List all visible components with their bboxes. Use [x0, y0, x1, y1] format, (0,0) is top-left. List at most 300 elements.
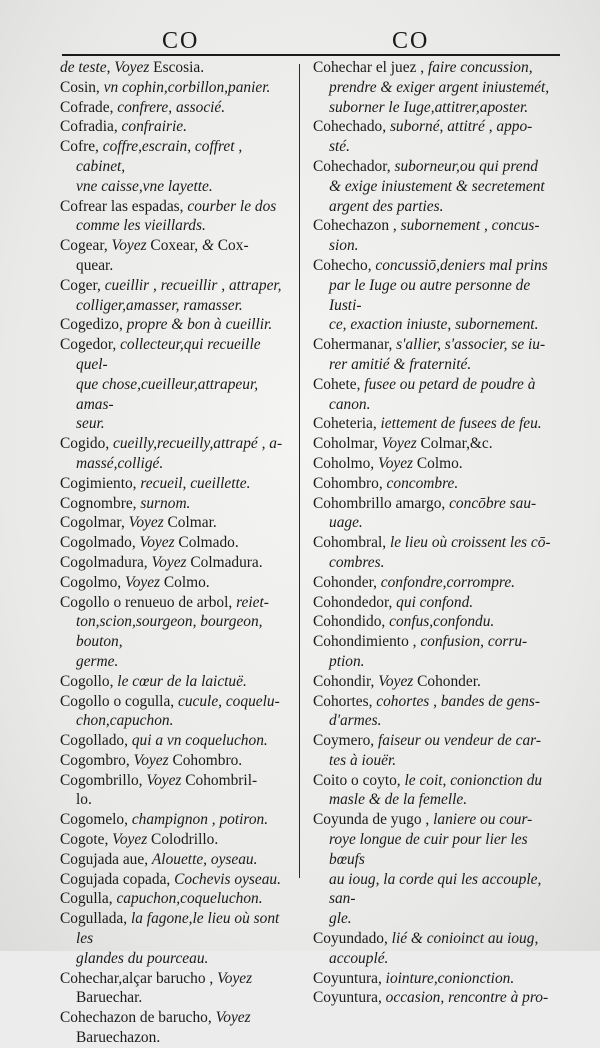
definition-text: cucule, coquelu-: [178, 692, 280, 710]
headword-text: Cogolmo,: [60, 573, 125, 591]
dictionary-entry: [313, 335, 559, 375]
right-column: [313, 58, 559, 1008]
definition-text: confrere, associé.: [117, 98, 226, 116]
headword-text: Baruechar.: [76, 989, 143, 1007]
entry-line: [60, 1008, 288, 1028]
dictionary-entry: [313, 58, 559, 117]
definition-text: ton,scion,sourgeon, bourgeon, bouton,: [76, 613, 263, 651]
entry-line: [60, 315, 288, 335]
definition-text: suborné, attitré , appo-: [389, 118, 533, 136]
entry-line: [60, 771, 288, 791]
entry-line: [313, 988, 559, 1008]
headword-text: Cohombral,: [313, 534, 390, 552]
definition-text: que chose,cueilleur,attrapeur, amas-: [76, 375, 259, 413]
dictionary-entry: [313, 474, 559, 494]
dictionary-entry: [313, 632, 559, 672]
entry-line: [60, 474, 288, 494]
headword-text: Cogimiento,: [60, 474, 141, 492]
entry-line: [76, 1028, 288, 1048]
dictionary-entry: [60, 889, 288, 909]
dictionary-entry: [60, 533, 288, 553]
entry-line: [76, 375, 288, 415]
definition-text: roye longue de cuir pour lier les bœufs: [329, 831, 528, 868]
entry-line: [329, 98, 559, 118]
entry-line: [313, 593, 559, 613]
headword-text: Cogollo,: [60, 672, 118, 690]
left-running-head: CO: [162, 28, 200, 54]
dictionary-entry: [313, 256, 559, 335]
definition-text: cohortes , bandes de gens-: [376, 692, 540, 710]
definition-text: tes à iouër.: [329, 751, 397, 769]
definition-text: iettement de fusees de feu.: [380, 415, 542, 433]
entry-line: [76, 790, 288, 810]
definition-text: comme les vieillards.: [76, 217, 206, 235]
entry-line: [60, 810, 288, 830]
headword-text: Colmar,&c.: [416, 435, 493, 453]
dictionary-entry: [60, 335, 288, 434]
definition-text: prendre & exiger argent iniustemét,: [329, 78, 550, 96]
definition-text: Alouette, oyseau.: [151, 850, 258, 868]
definition-text: reiet-: [236, 593, 269, 611]
headword-text: Cogido,: [60, 435, 114, 453]
entry-line: [76, 454, 288, 474]
headword-text: Cohechazon de barucho,: [60, 1009, 216, 1027]
dictionary-entry: [60, 98, 288, 118]
header-rule: [62, 54, 560, 56]
entry-line: [329, 870, 559, 910]
definition-text: qui confond.: [396, 593, 474, 611]
entry-line: [313, 731, 559, 751]
headword-text: quear.: [76, 256, 114, 274]
entry-line: [76, 414, 288, 434]
definition-text: subornement , concus-: [400, 217, 540, 235]
dictionary-entry: [313, 216, 559, 256]
entry-line: [60, 672, 288, 692]
dictionary-entry: [313, 593, 559, 613]
entry-line: [60, 494, 288, 514]
definition-text: accouplé.: [329, 949, 389, 967]
definition-text: chon,capuchon.: [76, 712, 174, 730]
definition-text: coffre,escrain, coffret , cabinet,: [76, 138, 243, 175]
entry-line: [60, 513, 288, 533]
definition-text: fusee ou petard de poudre à: [364, 375, 536, 393]
headword-text: Cohonder,: [313, 573, 381, 591]
headword-text: Cogullada,: [60, 910, 131, 928]
headword-text: Cogollo o renueuo de arbol,: [60, 593, 237, 611]
dictionary-entry: [60, 434, 288, 474]
dictionary-entry: [313, 375, 559, 415]
entry-line: [313, 454, 559, 474]
entry-line: [60, 137, 288, 177]
definition-text: faire concussion,: [427, 59, 533, 76]
headword-text: Colmar.: [163, 514, 217, 532]
headword-text: Cogear,: [60, 237, 112, 255]
headword-text: Colmo.: [413, 454, 463, 472]
dictionary-entry: [60, 1008, 288, 1048]
entry-line: [329, 276, 559, 316]
definition-text: lié & conioinct au ioug,: [391, 930, 539, 948]
headword-text: Cohondir,: [313, 672, 379, 690]
entry-line: [60, 197, 288, 217]
entry-line: [60, 731, 288, 751]
dictionary-entry: [60, 850, 288, 870]
dictionary-entry: [60, 810, 288, 830]
entry-line: [60, 889, 288, 909]
headword-text: Cogolmar,: [60, 514, 129, 532]
definition-text: combres.: [329, 553, 385, 571]
entry-line: [313, 969, 559, 989]
dictionary-entry: [313, 117, 559, 157]
definition-text: capuchon,coqueluchon.: [116, 890, 263, 908]
definition-text: concombre.: [386, 474, 459, 492]
dictionary-entry: [313, 692, 559, 732]
definition-text: rer amitié & fraternité.: [329, 355, 472, 373]
headword-text: Cofrade,: [60, 98, 118, 116]
entry-line: [313, 632, 559, 652]
headword-text: Cohondimiento ,: [313, 633, 421, 651]
dictionary-entry: [60, 276, 288, 316]
headword-text: Cogolmado,: [60, 534, 140, 552]
definition-text: surnom.: [140, 494, 191, 512]
headword-text: Cogujada copada,: [60, 870, 175, 888]
definition-text: Voyez: [128, 514, 164, 532]
entry-line: [313, 810, 559, 830]
headword-text: Cohechazon ,: [313, 217, 401, 235]
entry-line: [60, 58, 288, 78]
entry-line: [329, 315, 559, 335]
entry-line: [329, 236, 559, 256]
entry-line: [313, 474, 559, 494]
entry-line: [313, 573, 559, 593]
dictionary-entry: [60, 494, 288, 514]
dictionary-entry: [313, 731, 559, 771]
headword-text: Colodrillo.: [147, 831, 219, 849]
definition-text: Voyez: [381, 435, 417, 453]
entry-line: [76, 177, 288, 197]
entry-line: [329, 513, 559, 533]
dictionary-entry: [313, 771, 559, 811]
entry-line: [313, 335, 559, 355]
definition-text: gle.: [329, 910, 352, 928]
dictionary-entry: [60, 830, 288, 850]
dictionary-entry: [60, 137, 288, 196]
headword-text: Cogedor,: [60, 336, 121, 354]
definition-text: laniere ou cour-: [433, 811, 533, 829]
entry-line: [329, 711, 559, 731]
dictionary-entry: [313, 988, 559, 1008]
entry-line: [76, 711, 288, 731]
headword-text: Cogedizo,: [60, 316, 127, 334]
definition-text: Voyez: [146, 771, 182, 789]
definition-text: collecteur,qui recueille quel-: [76, 336, 261, 373]
definition-text: concussiō,deniers mal prins: [375, 256, 548, 274]
definition-text: canon.: [329, 395, 371, 413]
entry-line: [329, 553, 559, 573]
entry-line: [60, 98, 288, 118]
entry-line: [329, 830, 559, 870]
headword-text: Cohombrillo amargo,: [313, 494, 450, 512]
headword-text: Cogomelo,: [60, 811, 132, 829]
entry-line: [313, 494, 559, 514]
dictionary-entry: [60, 573, 288, 593]
definition-text: d'armes.: [329, 712, 382, 730]
definition-text: recueil, cueillette.: [140, 474, 251, 492]
entry-line: [60, 850, 288, 870]
definition-text: champignon , potiron.: [131, 811, 269, 829]
headword-text: Cohombro,: [313, 474, 387, 492]
definition-text: &: [201, 237, 214, 255]
definition-text: suborneur,ou qui prend: [394, 157, 538, 175]
entry-line: [329, 751, 559, 771]
entry-line: [60, 78, 288, 98]
headword-text: Coholmar,: [313, 435, 382, 453]
headword-text: Coyundado,: [313, 930, 392, 948]
entry-line: [329, 949, 559, 969]
entry-line: [60, 236, 288, 256]
dictionary-entry: [60, 969, 288, 1009]
definition-text: Voyez: [215, 1009, 251, 1027]
dictionary-entry: [313, 157, 559, 216]
entry-line: [329, 395, 559, 415]
headword-text: Coyuntura,: [313, 969, 386, 987]
definition-text: Voyez: [378, 672, 414, 690]
headword-text: Escosia.: [149, 59, 205, 76]
entry-line: [329, 137, 559, 157]
headword-text: Cogote,: [60, 831, 113, 849]
entry-line: [76, 612, 288, 652]
definition-text: Voyez: [151, 553, 187, 571]
column-divider: [299, 64, 300, 878]
headword-text: Cogollo o cogulla,: [60, 692, 178, 710]
dictionary-entry: [60, 513, 288, 533]
entry-line: [76, 988, 288, 1008]
headword-text: Cohombro.: [168, 751, 243, 769]
definition-text: courber le dos: [187, 197, 277, 215]
entry-line: [329, 790, 559, 810]
headword-text: Cognombre,: [60, 494, 141, 512]
entry-line: [76, 296, 288, 316]
entry-line: [60, 830, 288, 850]
entry-line: [60, 692, 288, 712]
definition-text: occasion, rencontre à pro-: [385, 989, 549, 1007]
definition-text: seur.: [76, 415, 105, 433]
entry-line: [313, 672, 559, 692]
dictionary-entry: [313, 672, 559, 692]
entry-line: [313, 533, 559, 553]
headword-text: Cofre,: [60, 138, 103, 156]
definition-text: iointure,conionction.: [385, 969, 515, 987]
headword-text: Cohombril-: [181, 771, 258, 789]
headword-text: Cohermanar,: [313, 336, 397, 354]
entry-line: [313, 771, 559, 791]
entry-line: [329, 197, 559, 217]
entry-line: [313, 375, 559, 395]
headword-text: Cohete,: [313, 375, 365, 393]
entry-line: [313, 256, 559, 276]
entry-line: [76, 949, 288, 969]
definition-text: glandes du pourceau.: [76, 949, 209, 967]
headword-text: Cogujada aue,: [60, 850, 152, 868]
entry-line: [313, 157, 559, 177]
dictionary-entry: [60, 593, 288, 672]
definition-text: sion.: [329, 237, 359, 255]
left-column: [60, 58, 288, 1048]
dictionary-entry: [313, 573, 559, 593]
dictionary-entry: [313, 533, 559, 573]
headword-text: Cogolmadura,: [60, 553, 152, 571]
definition-text: de teste: [60, 59, 107, 76]
entry-line: [313, 929, 559, 949]
entry-line: [60, 533, 288, 553]
headword-text: Cohechador,: [313, 157, 395, 175]
definition-text: suborner le Iuge,attitrer,aposter.: [329, 98, 529, 116]
headword-text: Coymero,: [313, 732, 378, 750]
headword-text: Cosin,: [60, 78, 104, 96]
definition-text: Voyez: [112, 831, 148, 849]
dictionary-entry: [313, 969, 559, 989]
entry-line: [313, 117, 559, 137]
headword-text: Cogombro,: [60, 751, 134, 769]
entry-line: [60, 593, 288, 613]
definition-text: le cœur de la laictuë.: [117, 672, 247, 690]
definition-text: Voyez: [217, 969, 253, 987]
definition-text: au ioug, la corde qui les accouple, san-: [329, 870, 542, 908]
entry-line: [60, 276, 288, 296]
definition-text: sté.: [329, 138, 350, 156]
headword-text: Cohechar,alçar barucho ,: [60, 969, 218, 987]
headword-text: Cohondedor,: [313, 593, 397, 611]
dictionary-entry: [60, 78, 288, 98]
dictionary-entry: [60, 870, 288, 890]
definition-text: Voyez: [133, 751, 169, 769]
headword-text: Baruechazon.: [76, 1029, 161, 1047]
dictionary-entry: [60, 117, 288, 137]
entry-line: [76, 216, 288, 236]
definition-text: le lieu où croissent les cō-: [389, 534, 551, 552]
headword-text: Coyuntura,: [313, 989, 386, 1007]
entry-line: [313, 58, 559, 78]
headword-text: Coholmo,: [313, 454, 378, 472]
headword-text: Cohecho,: [313, 256, 376, 274]
definition-text: Voyez: [378, 454, 414, 472]
dictionary-entry: [60, 909, 288, 968]
definition-text: le coit, conionction du: [404, 771, 543, 789]
entry-line: [329, 355, 559, 375]
headword-text: Cogombrillo,: [60, 771, 147, 789]
entry-line: [313, 434, 559, 454]
entry-line: [60, 434, 288, 454]
definition-text: argent des parties.: [329, 197, 444, 215]
headword-text: Cofradia,: [60, 118, 122, 136]
right-running-head: CO: [392, 28, 430, 54]
headword-text: Coger,: [60, 276, 105, 294]
page-header: [62, 22, 560, 58]
definition-text: vn cophin,corbillon,panier.: [103, 78, 271, 96]
entry-line: [313, 612, 559, 632]
definition-text: cueillir , recueillir , attraper,: [104, 276, 282, 294]
definition-text: germe.: [76, 652, 119, 670]
headword-text: Cofrear las espadas,: [60, 197, 188, 215]
definition-text: concōbre sau-: [449, 494, 537, 512]
entry-line: [313, 216, 559, 236]
entry-line: [60, 553, 288, 573]
headword-text: Coheteria,: [313, 415, 381, 433]
definition-text: Voyez: [114, 59, 150, 76]
entry-line: [60, 969, 288, 989]
headword-text: Cogollado,: [60, 732, 132, 750]
headword-text: Coxear,: [146, 237, 202, 255]
dictionary-entry: [313, 414, 559, 434]
entry-line: [329, 177, 559, 197]
entry-line: [329, 909, 559, 929]
dictionary-entry: [313, 454, 559, 474]
definition-text: masle & de la femelle.: [329, 791, 468, 809]
dictionary-entry: [313, 434, 559, 454]
dictionary-entry: [60, 197, 288, 237]
definition-text: vne caisse,vne layette.: [76, 177, 213, 195]
dictionary-entry: [60, 58, 288, 78]
definition-text: confusion, corru-: [420, 633, 528, 651]
headword-text: Cohortes,: [313, 692, 377, 710]
definition-text: propre & bon à cueillir.: [126, 316, 273, 334]
dictionary-entry: [313, 810, 559, 929]
headword-text: Colmado.: [174, 534, 239, 552]
definition-text: confus,confondu.: [389, 613, 495, 631]
dictionary-entry: [60, 751, 288, 771]
headword-text: Colmo.: [160, 573, 210, 591]
headword-text: Cohechado,: [313, 118, 390, 136]
dictionary-entry: [313, 494, 559, 534]
headword-text: Cohechar el juez ,: [313, 59, 428, 76]
definition-text: uage.: [329, 514, 363, 532]
dictionary-entry: [60, 731, 288, 751]
definition-text: Voyez: [111, 237, 147, 255]
entry-line: [60, 117, 288, 137]
dictionary-entry: [60, 236, 288, 276]
entry-line: [60, 870, 288, 890]
definition-text: s'allier, s'associer, se iu-: [396, 336, 546, 354]
entry-line: [60, 751, 288, 771]
definition-text: faiseur ou vendeur de car-: [377, 732, 541, 750]
definition-text: & exige iniustement & secretement: [329, 177, 545, 195]
definition-text: confrairie.: [121, 118, 187, 136]
definition-text: Voyez: [139, 534, 175, 552]
dictionary-entry: [60, 553, 288, 573]
entry-line: [76, 256, 288, 276]
definition-text: qui a vn coqueluchon.: [131, 732, 268, 750]
dictionary-entry: [313, 929, 559, 969]
definition-text: Voyez: [125, 573, 161, 591]
definition-text: colliger,amasser, ramasser.: [76, 296, 243, 314]
dictionary-entry: [60, 672, 288, 692]
headword-text: lo.: [76, 791, 92, 809]
headword-text: Cohonder.: [413, 672, 481, 690]
dictionary-entry: [60, 692, 288, 732]
definition-text: la fagone,le lieu où sont les: [76, 910, 280, 948]
entry-line: [60, 335, 288, 375]
definition-text: confondre,corrompre.: [380, 573, 515, 591]
entry-line: [60, 573, 288, 593]
headword-text: Colmadura.: [186, 553, 263, 571]
headword-text: Cogulla,: [60, 890, 117, 908]
definition-text: massé,colligé.: [76, 454, 164, 472]
definition-text: ce, exaction iniuste, subornement.: [329, 316, 539, 334]
dictionary-entry: [313, 612, 559, 632]
headword-text: Cox-: [213, 237, 249, 255]
entry-line: [60, 909, 288, 949]
dictionary-entry: [60, 315, 288, 335]
entry-line: [313, 414, 559, 434]
